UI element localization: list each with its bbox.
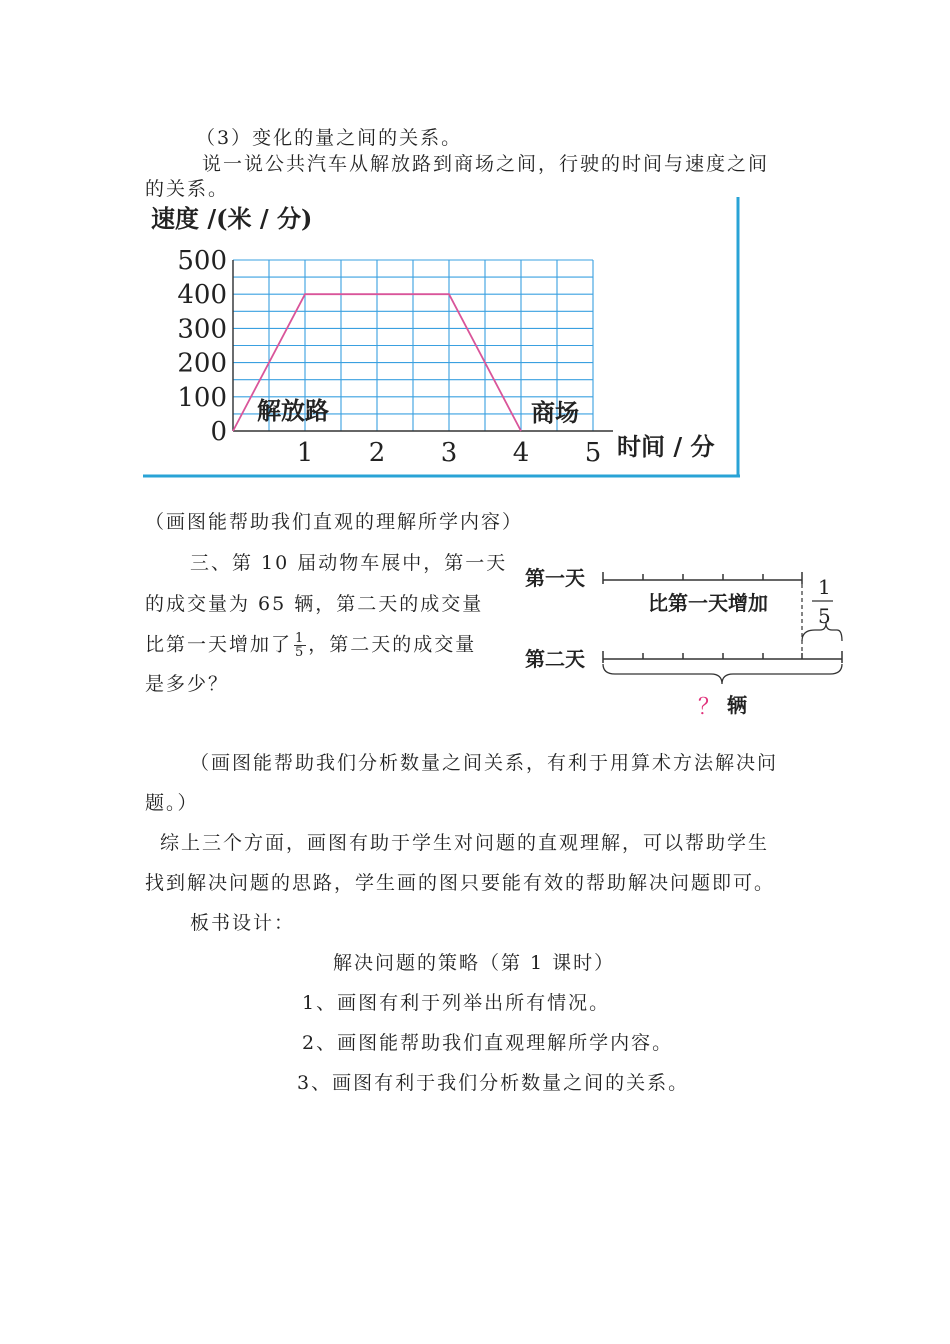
segment-diagram-svg (515, 560, 855, 730)
y-tick-label: 0 (210, 417, 227, 447)
x-tick-label: 5 (584, 438, 602, 468)
board-title: 解决问题的策略（第 1 课时） (333, 952, 616, 974)
problem-fraction (294, 632, 306, 659)
chart-svg (143, 197, 741, 479)
board-item: 1、画图有利于列举出所有情况。 (302, 992, 611, 1014)
prompt-line-2: 的关系。 (145, 178, 230, 200)
section-heading: （3）变化的量之间的关系。 (196, 127, 463, 149)
x-tick-label: 2 (368, 438, 386, 468)
annotation-end: 商场 (531, 398, 579, 427)
y-tick-label: 300 (177, 314, 227, 345)
board-label: 板书设计： (190, 912, 296, 934)
problem-line-1: 三、第 10 届动物车展中，第一天 (190, 552, 508, 574)
problem-frac-num: 1 (295, 631, 306, 646)
note-2-line-2: 题。） (145, 792, 199, 814)
diagram-frac-num: 1 (818, 575, 831, 599)
day1-ticks (603, 572, 802, 584)
problem-line-3 (145, 632, 476, 659)
annotation-start: 解放路 (257, 396, 329, 425)
day2-ticks (603, 651, 842, 663)
board-item: 2、画图能帮助我们直观理解所学内容。 (302, 1032, 674, 1054)
summary-line-2: 找到解决问题的思路，学生画的图只要能有效的帮助解决问题即可。 (145, 872, 776, 894)
x-tick-label: 4 (512, 438, 530, 468)
summary-line-1: 综上三个方面，画图有助于学生对问题的直观理解，可以帮助学生 (160, 832, 770, 854)
x-tick-label: 3 (440, 438, 458, 468)
chart-xlabel: 时间 / 分 (617, 432, 715, 461)
prompt-line-1: 说一说公共汽车从解放路到商场之间，行驶的时间与速度之间 (202, 153, 770, 175)
y-tick-label: 100 (177, 382, 227, 413)
y-tick-label: 200 (177, 348, 227, 379)
note-2-line-1: （画图能帮助我们分析数量之间关系，有利于用算术方法解决问 (190, 752, 779, 774)
y-tick-label: 400 (177, 280, 227, 311)
board-item: 3、画图有利于我们分析数量之间的关系。 (297, 1072, 690, 1094)
problem-line-3-post: ，第二天的成交量 (308, 633, 477, 656)
problem-line-3-pre: 比第一天增加了 (145, 633, 293, 656)
speed-time-chart (143, 197, 741, 479)
day2-label: 第二天 (525, 647, 585, 671)
x-tick-label: 1 (296, 438, 314, 468)
problem-line-2: 的成交量为 65 辆，第二天的成交量 (145, 593, 484, 615)
note-1: （画图能帮助我们直观的理解所学内容） (145, 511, 524, 533)
chart-ylabel: 速度 /(米 / 分) (151, 204, 313, 233)
segment-diagram (515, 560, 855, 730)
question-mark: ？ (698, 695, 721, 720)
total-brace (603, 664, 842, 684)
problem-line-4: 是多少？ (145, 673, 230, 695)
y-tick-label: 500 (177, 246, 227, 276)
day1-label: 第一天 (525, 566, 585, 590)
problem-frac-den: 5 (295, 645, 306, 660)
unit-label: 辆 (727, 693, 747, 717)
increase-label: 比第一天增加 (648, 591, 768, 615)
diagram-frac-den: 5 (818, 604, 831, 628)
